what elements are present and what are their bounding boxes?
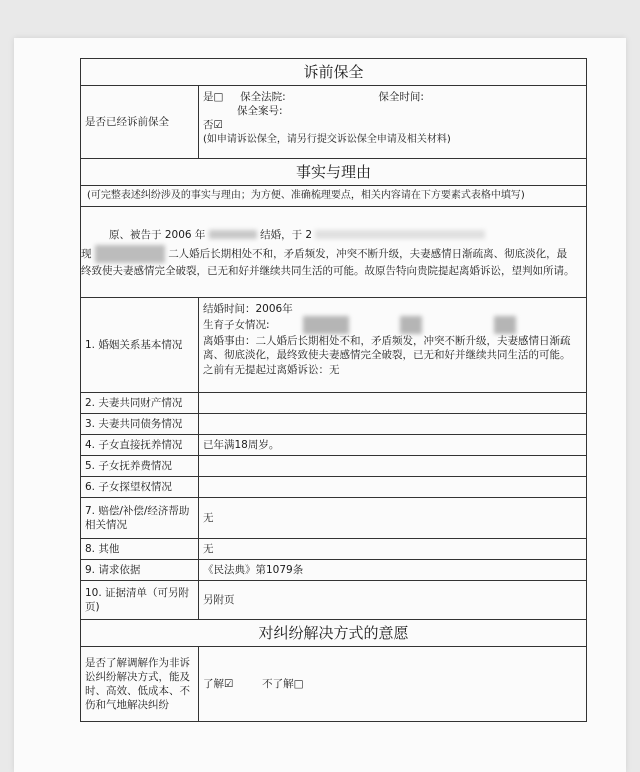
row-evidence xyxy=(81,581,586,620)
row-label: 9. 请求依据 xyxy=(81,560,199,580)
row-property xyxy=(81,393,586,414)
row-label: 10. 证据清单（可另附页) xyxy=(81,581,199,619)
preservation-no: 否☑ xyxy=(203,119,223,132)
row-marriage-info xyxy=(81,298,586,393)
row-value xyxy=(199,414,586,434)
redacted-block xyxy=(400,316,422,334)
row-other xyxy=(81,539,586,560)
complaint-form-table xyxy=(80,58,587,722)
row-value: 《民法典》第1079条 xyxy=(203,563,304,576)
row-value xyxy=(199,393,586,413)
row-label: 2. 夫妻共同财产情况 xyxy=(81,393,199,413)
option-know: 了解☑ xyxy=(203,677,234,690)
preservation-title: 诉前保全 xyxy=(303,62,364,81)
row-value: 已年满18周岁。 xyxy=(203,438,280,451)
row-label: 8. 其他 xyxy=(81,539,199,559)
facts-instruction-row xyxy=(81,186,586,207)
row-value: 无 xyxy=(203,511,214,524)
facts-line2-prefix: 现 xyxy=(81,247,92,260)
preservation-note: (如申请诉讼保全，请另行提交诉讼保全申请及相关材料) xyxy=(203,133,451,145)
row-debt xyxy=(81,414,586,435)
preservation-case-no: 保全案号: xyxy=(237,105,283,118)
row-legal-basis xyxy=(81,560,586,581)
section-title-row xyxy=(81,159,586,186)
section-title-row xyxy=(81,620,586,647)
row-mediation xyxy=(81,647,586,721)
option-not-know: 不了解□ xyxy=(262,677,304,690)
row-value xyxy=(199,456,586,476)
redacted-block xyxy=(303,316,349,334)
row-custody xyxy=(81,435,586,456)
marriage-date: 结婚时间：2006年 xyxy=(203,303,293,315)
row-label: 3. 夫妻共同债务情况 xyxy=(81,414,199,434)
row-label: 5. 子女抚养费情况 xyxy=(81,456,199,476)
preservation-court: 保全法院: xyxy=(240,91,286,103)
row-value xyxy=(199,298,586,392)
row-value xyxy=(199,647,586,721)
preservation-time: 保全时间: xyxy=(378,91,424,103)
row-label: 1. 婚姻关系基本情况 xyxy=(81,298,199,392)
preservation-label: 是否已经诉前保全 xyxy=(81,86,199,158)
divorce-reason-1: 离婚事由：二人婚后长期相处不和，矛盾频发，冲突不断升级，夫妻感情日渐疏 xyxy=(203,335,571,348)
facts-paragraph xyxy=(81,207,586,297)
row-value xyxy=(199,477,586,497)
row-visitation xyxy=(81,477,586,498)
facts-line3: 终致使夫妻感情完全破裂，已无和好并继续共同生活的可能。故原告特向贵院提起离婚诉讼，望判如所请。 xyxy=(81,265,575,278)
children-info: 生育子女情况: xyxy=(203,319,270,332)
row-compensation xyxy=(81,498,586,539)
row-label: 是否了解调解作为非诉讼纠纷解决方式，能及时、高效、低成本、不伤和气地解决纠纷 xyxy=(81,647,199,721)
row-label: 6. 子女探望权情况 xyxy=(81,477,199,497)
redacted-block xyxy=(494,316,516,334)
redacted-block xyxy=(95,245,165,263)
resolution-title: 对纠纷解决方式的意愿 xyxy=(258,623,409,642)
facts-instruction: (可完整表述纠纷涉及的事实与理由；为方便、准确梳理要点，相关内容请在下方要素式表格中填写) xyxy=(87,190,525,202)
row-label: 7. 赔偿/补偿/经济帮助相关情况 xyxy=(81,498,199,538)
divorce-reason-2: 离、彻底淡化，最终致使夫妻感情完全破裂，已无和好并继续共同生活的可能。 xyxy=(203,349,571,362)
facts-line1: 原、被告于 2006 年 xyxy=(109,228,206,241)
section-title-row xyxy=(81,59,586,86)
facts-line2: 二人婚后长期相处不和，矛盾频发，冲突不断升级，夫妻感情日渐疏离、彻底淡化，最 xyxy=(168,247,568,260)
preservation-row xyxy=(81,86,586,159)
row-child-support xyxy=(81,456,586,477)
facts-title: 事实与理由 xyxy=(295,162,371,181)
facts-paragraph-row xyxy=(81,207,586,298)
redacted-block xyxy=(315,230,485,239)
row-label: 4. 子女直接抚养情况 xyxy=(81,435,199,455)
preservation-yes: 是□ xyxy=(203,91,224,103)
row-value: 无 xyxy=(203,542,214,555)
preservation-value xyxy=(199,86,586,158)
row-value: 另附页 xyxy=(203,593,235,606)
redacted-block xyxy=(209,230,257,239)
prior-lawsuit: 之前有无提起过离婚诉讼：无 xyxy=(203,363,340,376)
facts-line1b: 结婚，于 2 xyxy=(260,228,313,241)
